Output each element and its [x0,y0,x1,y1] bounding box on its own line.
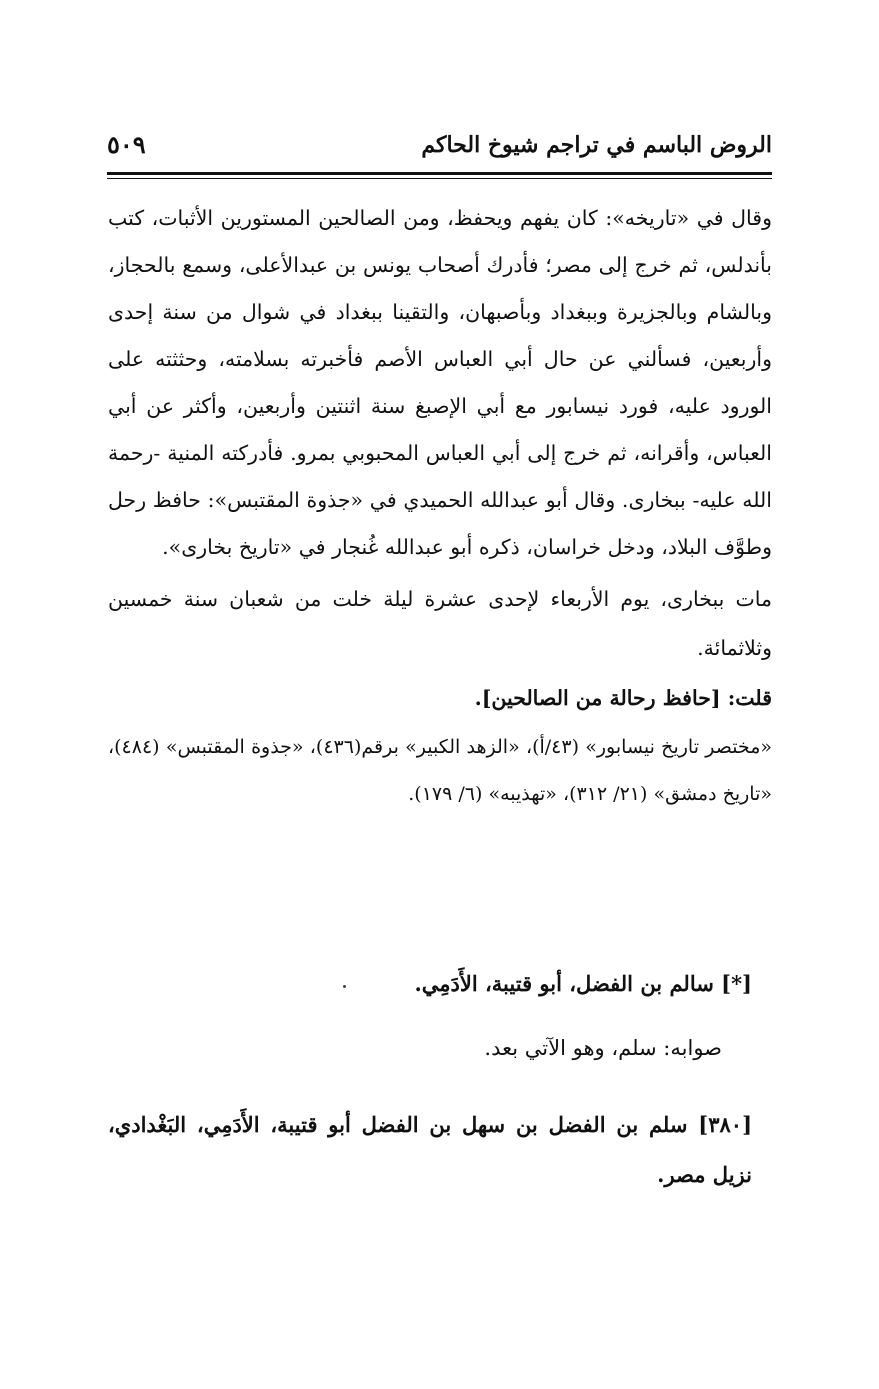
main-text [108,195,772,818]
author-note: قلت: [حافظ رحالة من الصالحين]. [474,686,772,710]
cross-reference-entry [108,960,772,1072]
header-rule-thick [107,172,772,175]
references: «مختصر تاريخ نيسابور» (٤٣/أ)، «الزهد الكبير» برقم(٤٣٦)، «جذوة المقتبس» (٤٨٤)، «تاريخ دمشق» (٢١/ ٣١٢)، «تهذيبه» (٦/ ١٧٩). [108,736,772,805]
paragraph-biography: وقال في «تاريخه»: كان يفهم ويحفظ، ومن الصالحين المستورين الأثبات، كتب بأندلس، ثم خرج إلى مصر؛ فأدرك أصحاب يونس بن عبدالأعلى، وسمع بالحجاز، وبالشام وبالجزيرة وببغداد وبأصبهان، والتقينا ببغداد في شوال من سنة إحدى وأربعين، فسألني عن حال أبي العباس الأصم فأخبرته بسلامته، وحثثته على الورود عليه، فورد نيسابور مع أبي الإصبغ سنة اثنتين وأربعين، وأكثر عن أبي العباس، وأقرانه، ثم خرج إلى أبي العباس المحبوبي بمرو. فأدركته المنية -رحمة الله عليه- ببخارى. وقال أبو عبدالله الحميدي في «جذوة المقتبس»: حافظ رحل وطوَّف البلاد، ودخل خراسان، ذكره أبو عبدالله غُنجار في «تاريخ بخارى». [108,206,772,559]
paragraph-death: مات ببخارى، يوم الأربعاء لإحدى عشرة ليلة خلت من شعبان سنة خمسين وثلاثمائة. [108,587,772,660]
running-title: الروض الباسم في تراجم شيوخ الحاكم [421,132,772,158]
page-number: ٥٠٩ [107,130,146,159]
entry-380-heading: [٣٨٠] سلم بن الفضل بن سهل بن الفضل أبو قتيبة، الأَدَمِي، البَغْدادي، نزيل مصر. [108,1112,752,1187]
cross-reference-title: [*] سالم بن الفضل، أبو قتيبة، الأَدَمِي. [414,971,752,996]
cross-reference-note: صوابه: سلم، وهو الآتي بعد. [484,1036,722,1060]
entry-380 [108,1100,772,1200]
header-rule-thin [107,178,772,179]
running-header [107,128,772,172]
